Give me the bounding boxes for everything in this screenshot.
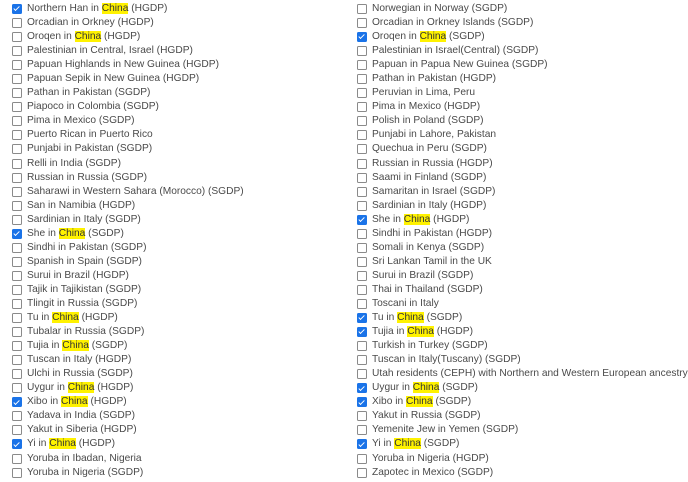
population-option[interactable] (12, 2, 347, 16)
checkbox-checked[interactable] (12, 229, 22, 239)
population-label: Yakut in Siberia (HGDP) (27, 424, 137, 436)
checkbox-unchecked[interactable] (12, 130, 22, 140)
population-label: Turkish in Turkey (SGDP) (372, 340, 488, 352)
search-match-highlight: China (62, 340, 89, 352)
checkbox-unchecked[interactable] (12, 32, 22, 42)
checkbox-unchecked[interactable] (357, 187, 367, 197)
checkbox-unchecked[interactable] (12, 454, 22, 464)
population-option[interactable] (357, 142, 640, 156)
search-match-highlight: China (60, 396, 88, 408)
population-option[interactable] (357, 185, 640, 199)
population-option[interactable] (357, 86, 640, 100)
population-label: Tu in China (SGDP) (372, 312, 463, 324)
population-label: Papuan Highlands in New Guinea (HGDP) (27, 59, 219, 71)
population-label: Sindhi in Pakistan (SGDP) (27, 241, 147, 253)
checkbox-unchecked[interactable] (357, 299, 367, 309)
checkbox-unchecked[interactable] (357, 243, 367, 253)
population-label: Sardinian in Italy (HGDP) (372, 199, 487, 211)
population-label: Papuan Sepik in New Guinea (HGDP) (27, 73, 200, 85)
population-label: Yemenite Jew in Yemen (SGDP) (372, 424, 519, 436)
checkbox-unchecked[interactable] (12, 285, 22, 295)
checkbox-unchecked[interactable] (357, 46, 367, 56)
population-label: Puerto Rican in Puerto Rico (27, 129, 153, 141)
checkbox-checked[interactable] (357, 397, 367, 407)
search-match-highlight: China (407, 326, 434, 338)
population-label: Ulchi in Russia (SGDP) (27, 368, 133, 380)
population-label: Somali in Kenya (SGDP) (372, 241, 485, 253)
checkbox-unchecked[interactable] (357, 201, 367, 211)
population-option[interactable] (357, 409, 640, 423)
search-match-highlight: China (397, 312, 424, 324)
population-option[interactable] (12, 269, 347, 283)
population-option[interactable] (357, 30, 640, 44)
population-label: Yoruba in Ibadan, Nigeria (27, 452, 142, 464)
population-option[interactable] (357, 128, 640, 142)
population-label: She in China (HGDP) (372, 213, 470, 225)
population-label: Piapoco in Colombia (SGDP) (27, 101, 159, 113)
checkbox-unchecked[interactable] (357, 159, 367, 169)
search-match-highlight: China (412, 382, 440, 394)
checkbox-unchecked[interactable] (357, 116, 367, 126)
checkbox-unchecked[interactable] (357, 173, 367, 183)
population-label: Quechua in Peru (SGDP) (372, 143, 487, 155)
population-label: Pima in Mexico (HGDP) (372, 101, 481, 113)
checkbox-unchecked[interactable] (12, 88, 22, 98)
population-label: Orcadian in Orkney Islands (SGDP) (372, 17, 534, 29)
population-option[interactable] (12, 44, 347, 58)
checkbox-unchecked[interactable] (12, 313, 22, 323)
checkbox-unchecked[interactable] (12, 355, 22, 365)
population-option[interactable] (12, 466, 347, 480)
population-option[interactable] (12, 395, 347, 409)
population-option[interactable] (12, 325, 347, 339)
population-list-right (357, 2, 688, 480)
population-label: Polish in Poland (SGDP) (372, 115, 484, 127)
population-label: Russian in Russia (HGDP) (372, 157, 493, 169)
population-option[interactable] (357, 171, 640, 185)
population-option[interactable] (12, 213, 347, 227)
population-label: Tujia in China (SGDP) (27, 340, 128, 352)
population-option[interactable] (12, 437, 347, 451)
checkbox-unchecked[interactable] (12, 46, 22, 56)
population-label: San in Namibia (HGDP) (27, 199, 136, 211)
population-option[interactable] (12, 311, 347, 325)
population-label: Xibo in China (HGDP) (27, 396, 127, 408)
checkbox-checked[interactable] (12, 397, 22, 407)
population-option[interactable] (357, 452, 640, 466)
population-option[interactable] (12, 255, 347, 269)
population-option[interactable] (357, 241, 640, 255)
checkbox-unchecked[interactable] (12, 60, 22, 70)
checkbox-unchecked[interactable] (12, 257, 22, 267)
population-label: Punjabi in Pakistan (SGDP) (27, 143, 153, 155)
population-label: Tujia in China (HGDP) (372, 326, 473, 338)
population-label: Punjabi in Lahore, Pakistan (372, 129, 497, 141)
population-option[interactable] (357, 353, 640, 367)
checkbox-unchecked[interactable] (12, 468, 22, 478)
population-label: Pathan in Pakistan (SGDP) (27, 87, 151, 99)
population-option[interactable] (12, 339, 347, 353)
population-option[interactable] (12, 283, 347, 297)
population-option[interactable] (357, 339, 640, 353)
population-label: Palestinian in Israel(Central) (SGDP) (372, 45, 539, 57)
population-option[interactable] (12, 452, 347, 466)
population-label: Norwegian in Norway (SGDP) (372, 3, 508, 14)
population-label: Russian in Russia (SGDP) (27, 171, 148, 183)
population-label: Papuan in Papua New Guinea (SGDP) (372, 59, 548, 71)
search-match-highlight: China (403, 213, 431, 225)
population-label: Saami in Finland (SGDP) (372, 171, 487, 183)
population-option[interactable] (357, 325, 640, 339)
population-label: Orcadian in Orkney (HGDP) (27, 17, 154, 29)
checkbox-unchecked[interactable] (357, 102, 367, 112)
checkbox-unchecked[interactable] (357, 130, 367, 140)
population-label: Utah residents (CEPH) with Northern and Western European ancestry (372, 368, 688, 380)
population-option[interactable] (12, 86, 347, 100)
population-label: Yakut in Russia (SGDP) (372, 410, 481, 422)
population-option[interactable] (12, 58, 347, 72)
population-option[interactable] (12, 227, 347, 241)
population-option[interactable] (12, 353, 347, 367)
population-option[interactable] (357, 58, 640, 72)
checkbox-unchecked[interactable] (12, 187, 22, 197)
population-option[interactable] (357, 283, 640, 297)
population-option[interactable] (357, 255, 640, 269)
population-label: Tuscan in Italy(Tuscany) (SGDP) (372, 354, 521, 366)
population-label: Palestinian in Central, Israel (HGDP) (27, 45, 193, 57)
checkbox-unchecked[interactable] (12, 383, 22, 393)
checkbox-unchecked[interactable] (12, 341, 22, 351)
population-option[interactable] (357, 2, 640, 16)
population-label: Oroqen in China (SGDP) (372, 31, 485, 43)
checkbox-checked[interactable] (12, 439, 22, 449)
population-option[interactable] (12, 16, 347, 30)
population-label: Spanish in Spain (SGDP) (27, 255, 142, 267)
population-option[interactable] (12, 381, 347, 395)
population-option[interactable] (357, 311, 640, 325)
population-label: Yoruba in Nigeria (SGDP) (27, 466, 144, 478)
population-option[interactable] (12, 297, 347, 311)
checkbox-unchecked[interactable] (357, 74, 367, 84)
population-label: Northern Han in China (HGDP) (27, 3, 168, 14)
population-label: Samaritan in Israel (SGDP) (372, 185, 496, 197)
population-label: Zapotec in Mexico (SGDP) (372, 466, 494, 478)
population-option[interactable] (357, 100, 640, 114)
population-option[interactable] (12, 185, 347, 199)
population-option[interactable] (12, 30, 347, 44)
checkbox-unchecked[interactable] (357, 369, 367, 379)
population-label: She in China (SGDP) (27, 227, 124, 239)
population-label: Tajik in Tajikistan (SGDP) (27, 283, 142, 295)
population-label: Toscani in Italy (372, 297, 439, 309)
search-match-highlight: China (52, 312, 79, 324)
checkbox-checked[interactable] (357, 327, 367, 337)
checkbox-checked[interactable] (357, 439, 367, 449)
population-label: Tlingit in Russia (SGDP) (27, 297, 138, 309)
checkbox-unchecked[interactable] (12, 144, 22, 154)
population-label: Sri Lankan Tamil in the UK (372, 255, 492, 267)
population-label: Tuscan in Italy (HGDP) (27, 354, 132, 366)
population-option[interactable] (357, 269, 640, 283)
search-match-highlight: China (405, 396, 433, 408)
checkbox-unchecked[interactable] (12, 299, 22, 309)
population-option[interactable] (12, 171, 347, 185)
checkbox-unchecked[interactable] (12, 173, 22, 183)
search-match-highlight: China (101, 3, 129, 14)
population-option[interactable] (357, 367, 688, 381)
population-label: Tu in China (HGDP) (27, 312, 118, 324)
checkbox-unchecked[interactable] (357, 144, 367, 154)
population-option[interactable] (357, 395, 640, 409)
population-option[interactable] (12, 367, 347, 381)
search-match-highlight: China (49, 438, 76, 450)
population-option[interactable] (12, 100, 347, 114)
checkbox-unchecked[interactable] (357, 88, 367, 98)
population-option[interactable] (12, 241, 347, 255)
search-match-highlight: China (74, 31, 102, 43)
checkbox-checked[interactable] (357, 215, 367, 225)
search-match-highlight: China (67, 382, 95, 394)
population-option[interactable] (357, 44, 640, 58)
checkbox-unchecked[interactable] (12, 425, 22, 435)
population-option[interactable] (12, 423, 347, 437)
population-label: Saharawi in Western Sahara (Morocco) (SGDP) (27, 185, 244, 197)
population-label: Peruvian in Lima, Peru (372, 87, 476, 99)
checkbox-checked[interactable] (12, 4, 22, 14)
population-label: Sindhi in Pakistan (HGDP) (372, 227, 493, 239)
population-label: Pathan in Pakistan (HGDP) (372, 73, 497, 85)
population-label: Surui in Brazil (SGDP) (372, 269, 474, 281)
checkbox-unchecked[interactable] (357, 229, 367, 239)
population-option[interactable] (357, 72, 640, 86)
checkbox-unchecked[interactable] (357, 425, 367, 435)
checkbox-checked[interactable] (357, 383, 367, 393)
checkbox-unchecked[interactable] (12, 215, 22, 225)
population-option[interactable] (357, 381, 640, 395)
population-option[interactable] (357, 157, 640, 171)
checkbox-unchecked[interactable] (12, 74, 22, 84)
population-label: Yi in China (HGDP) (27, 438, 115, 450)
checkbox-unchecked[interactable] (357, 4, 367, 14)
checkbox-unchecked[interactable] (12, 243, 22, 253)
checkbox-unchecked[interactable] (12, 411, 22, 421)
population-option[interactable] (357, 199, 640, 213)
population-label: Pima in Mexico (SGDP) (27, 115, 135, 127)
population-label: Oroqen in China (HGDP) (27, 31, 141, 43)
population-label: Uygur in China (HGDP) (27, 382, 134, 394)
checkbox-unchecked[interactable] (12, 102, 22, 112)
population-option[interactable] (12, 72, 347, 86)
population-option[interactable] (357, 437, 640, 451)
population-option[interactable] (12, 142, 347, 156)
population-list-left (12, 2, 347, 480)
checkbox-unchecked[interactable] (12, 201, 22, 211)
checkbox-unchecked[interactable] (357, 257, 367, 267)
population-option[interactable] (12, 114, 347, 128)
population-option[interactable] (12, 128, 347, 142)
search-match-highlight: China (58, 227, 86, 239)
population-label: Sardinian in Italy (SGDP) (27, 213, 141, 225)
checkbox-unchecked[interactable] (357, 411, 367, 421)
population-label: Relli in India (SGDP) (27, 157, 121, 169)
population-option[interactable] (357, 297, 640, 311)
population-option[interactable] (12, 157, 347, 171)
checkbox-unchecked[interactable] (357, 468, 367, 478)
checkbox-unchecked[interactable] (357, 271, 367, 281)
checkbox-unchecked[interactable] (357, 341, 367, 351)
population-label: Tubalar in Russia (SGDP) (27, 326, 145, 338)
population-option[interactable] (12, 199, 347, 213)
population-option[interactable] (357, 227, 640, 241)
checkbox-unchecked[interactable] (12, 327, 22, 337)
population-option[interactable] (12, 409, 347, 423)
population-option[interactable] (357, 213, 640, 227)
search-match-highlight: China (419, 31, 447, 43)
checkbox-unchecked[interactable] (357, 60, 367, 70)
population-option[interactable] (357, 466, 640, 480)
checkbox-unchecked[interactable] (12, 159, 22, 169)
population-option[interactable] (357, 16, 640, 30)
checkbox-unchecked[interactable] (12, 18, 22, 28)
checkbox-checked[interactable] (357, 313, 367, 323)
checkbox-unchecked[interactable] (357, 355, 367, 365)
search-match-highlight: China (394, 438, 421, 450)
checkbox-unchecked[interactable] (357, 285, 367, 295)
population-option[interactable] (357, 423, 640, 437)
population-label: Surui in Brazil (HGDP) (27, 269, 129, 281)
checkbox-checked[interactable] (357, 32, 367, 42)
population-label: Yoruba in Nigeria (HGDP) (372, 452, 489, 464)
checkbox-unchecked[interactable] (12, 116, 22, 126)
checkbox-unchecked[interactable] (357, 454, 367, 464)
checkbox-unchecked[interactable] (12, 369, 22, 379)
population-option[interactable] (357, 114, 640, 128)
checkbox-unchecked[interactable] (12, 271, 22, 281)
population-label: Xibo in China (SGDP) (372, 396, 472, 408)
population-label: Thai in Thailand (SGDP) (372, 283, 483, 295)
checkbox-unchecked[interactable] (357, 18, 367, 28)
population-label: Yi in China (SGDP) (372, 438, 460, 450)
population-label: Yadava in India (SGDP) (27, 410, 135, 422)
population-label: Uygur in China (SGDP) (372, 382, 478, 394)
